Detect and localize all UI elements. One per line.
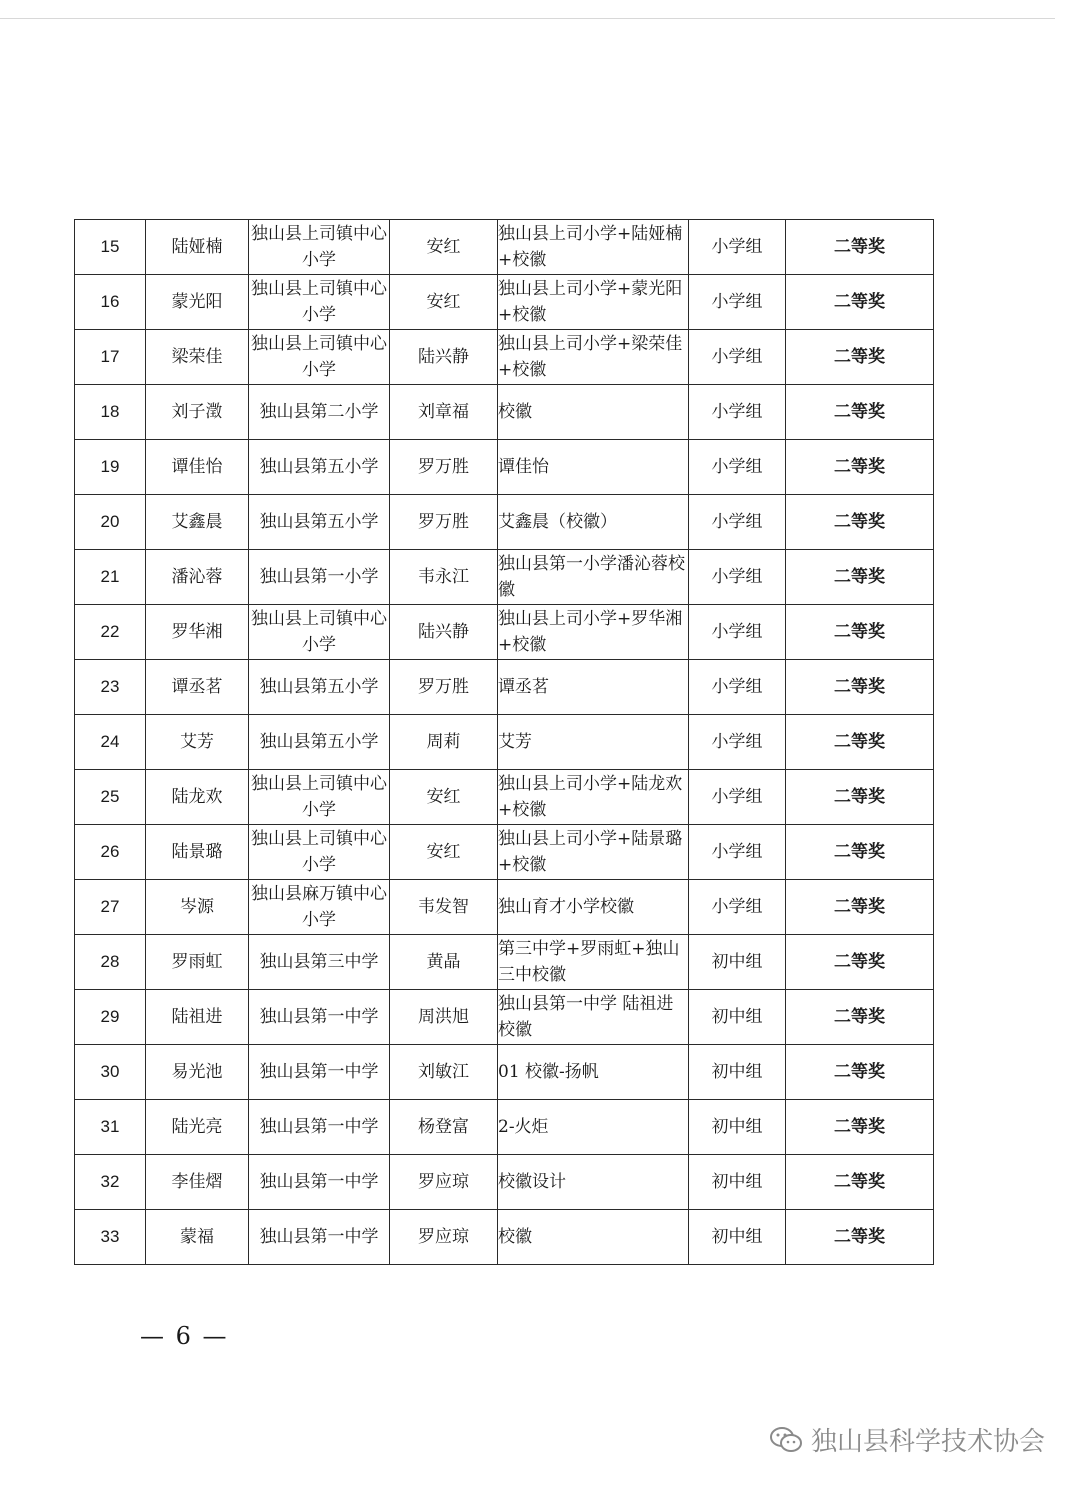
student-name-cell: 罗雨虹 <box>146 935 249 990</box>
award-level-cell: 二等奖 <box>786 385 934 440</box>
work-title-cell: 独山县上司小学+蒙光阳+校徽 <box>498 275 689 330</box>
work-title-cell: 独山育才小学校徽 <box>498 880 689 935</box>
group-name-cell: 初中组 <box>689 1210 786 1265</box>
table-row <box>75 715 934 770</box>
work-title-cell: 独山县上司小学+陆景璐+校徽 <box>498 825 689 880</box>
award-table <box>74 219 934 1265</box>
row-number-cell: 19 <box>75 440 146 495</box>
student-name-cell: 潘沁蓉 <box>146 550 249 605</box>
row-number-cell: 20 <box>75 495 146 550</box>
teacher-name-cell: 杨登富 <box>390 1100 498 1155</box>
award-level-cell: 二等奖 <box>786 990 934 1045</box>
teacher-name-cell: 韦发智 <box>390 880 498 935</box>
row-number-cell: 18 <box>75 385 146 440</box>
student-name-cell: 谭佳怡 <box>146 440 249 495</box>
award-level-cell: 二等奖 <box>786 825 934 880</box>
work-title-cell: 独山县上司小学+陆龙欢+校徽 <box>498 770 689 825</box>
teacher-name-cell: 周莉 <box>390 715 498 770</box>
row-number-cell: 23 <box>75 660 146 715</box>
table-row <box>75 1045 934 1100</box>
teacher-name-cell: 罗应琼 <box>390 1210 498 1265</box>
page-number: — 6 — <box>140 1322 229 1350</box>
award-level-cell: 二等奖 <box>786 660 934 715</box>
group-name-cell: 初中组 <box>689 1155 786 1210</box>
award-level-cell: 二等奖 <box>786 495 934 550</box>
table-row <box>75 935 934 990</box>
work-title-cell: 01 校徽-扬帆 <box>498 1045 689 1100</box>
school-name-cell: 独山县第三中学 <box>249 935 390 990</box>
group-name-cell: 小学组 <box>689 880 786 935</box>
award-level-cell: 二等奖 <box>786 330 934 385</box>
row-number-cell: 26 <box>75 825 146 880</box>
group-name-cell: 初中组 <box>689 990 786 1045</box>
award-level-cell: 二等奖 <box>786 1100 934 1155</box>
row-number-cell: 33 <box>75 1210 146 1265</box>
row-number-cell: 24 <box>75 715 146 770</box>
student-name-cell: 陆光亮 <box>146 1100 249 1155</box>
school-name-cell: 独山县上司镇中心小学 <box>249 825 390 880</box>
work-title-cell: 校徽 <box>498 385 689 440</box>
scan-edge-line <box>0 18 1055 19</box>
work-title-cell: 独山县上司小学+罗华湘+校徽 <box>498 605 689 660</box>
teacher-name-cell: 罗应琼 <box>390 1155 498 1210</box>
work-title-cell: 校徽 <box>498 1210 689 1265</box>
teacher-name-cell: 黄晶 <box>390 935 498 990</box>
school-name-cell: 独山县第一中学 <box>249 1210 390 1265</box>
teacher-name-cell: 刘敏江 <box>390 1045 498 1100</box>
school-name-cell: 独山县第一中学 <box>249 1045 390 1100</box>
work-title-cell: 校徽设计 <box>498 1155 689 1210</box>
school-name-cell: 独山县麻万镇中心小学 <box>249 880 390 935</box>
work-title-cell: 2-火炬 <box>498 1100 689 1155</box>
student-name-cell: 岑源 <box>146 880 249 935</box>
group-name-cell: 初中组 <box>689 1045 786 1100</box>
student-name-cell: 陆祖进 <box>146 990 249 1045</box>
row-number-cell: 29 <box>75 990 146 1045</box>
work-title-cell: 谭佳怡 <box>498 440 689 495</box>
award-level-cell: 二等奖 <box>786 935 934 990</box>
teacher-name-cell: 周洪旭 <box>390 990 498 1045</box>
teacher-name-cell: 陆兴静 <box>390 330 498 385</box>
row-number-cell: 28 <box>75 935 146 990</box>
student-name-cell: 罗华湘 <box>146 605 249 660</box>
group-name-cell: 初中组 <box>689 1100 786 1155</box>
group-name-cell: 小学组 <box>689 330 786 385</box>
table-row <box>75 1155 934 1210</box>
award-level-cell: 二等奖 <box>786 605 934 660</box>
group-name-cell: 小学组 <box>689 220 786 275</box>
student-name-cell: 谭丞茗 <box>146 660 249 715</box>
teacher-name-cell: 安红 <box>390 770 498 825</box>
table-row <box>75 275 934 330</box>
student-name-cell: 蒙光阳 <box>146 275 249 330</box>
work-title-cell: 谭丞茗 <box>498 660 689 715</box>
school-name-cell: 独山县第一中学 <box>249 1155 390 1210</box>
school-name-cell: 独山县上司镇中心小学 <box>249 330 390 385</box>
row-number-cell: 25 <box>75 770 146 825</box>
student-name-cell: 艾鑫晨 <box>146 495 249 550</box>
teacher-name-cell: 刘章福 <box>390 385 498 440</box>
student-name-cell: 易光池 <box>146 1045 249 1100</box>
student-name-cell: 梁荣佳 <box>146 330 249 385</box>
row-number-cell: 16 <box>75 275 146 330</box>
work-title-cell: 艾芳 <box>498 715 689 770</box>
teacher-name-cell: 安红 <box>390 825 498 880</box>
work-title-cell: 艾鑫晨（校徽） <box>498 495 689 550</box>
school-name-cell: 独山县上司镇中心小学 <box>249 605 390 660</box>
school-name-cell: 独山县上司镇中心小学 <box>249 275 390 330</box>
teacher-name-cell: 安红 <box>390 275 498 330</box>
group-name-cell: 小学组 <box>689 440 786 495</box>
row-number-cell: 30 <box>75 1045 146 1100</box>
award-level-cell: 二等奖 <box>786 1155 934 1210</box>
award-level-cell: 二等奖 <box>786 440 934 495</box>
teacher-name-cell: 罗万胜 <box>390 440 498 495</box>
row-number-cell: 22 <box>75 605 146 660</box>
student-name-cell: 刘子澂 <box>146 385 249 440</box>
award-level-cell: 二等奖 <box>786 715 934 770</box>
group-name-cell: 小学组 <box>689 605 786 660</box>
award-level-cell: 二等奖 <box>786 220 934 275</box>
school-name-cell: 独山县第一中学 <box>249 1100 390 1155</box>
work-title-cell: 独山县第一中学 陆祖进 校徽 <box>498 990 689 1045</box>
teacher-name-cell: 罗万胜 <box>390 495 498 550</box>
group-name-cell: 小学组 <box>689 715 786 770</box>
row-number-cell: 31 <box>75 1100 146 1155</box>
school-name-cell: 独山县第五小学 <box>249 715 390 770</box>
table-row <box>75 825 934 880</box>
school-name-cell: 独山县第一小学 <box>249 550 390 605</box>
school-name-cell: 独山县第一中学 <box>249 990 390 1045</box>
wechat-icon <box>769 1425 803 1455</box>
work-title-cell: 独山县第一小学潘沁蓉校徽 <box>498 550 689 605</box>
row-number-cell: 27 <box>75 880 146 935</box>
row-number-cell: 17 <box>75 330 146 385</box>
work-title-cell: 第三中学+罗雨虹+独山三中校徽 <box>498 935 689 990</box>
group-name-cell: 小学组 <box>689 550 786 605</box>
student-name-cell: 陆龙欢 <box>146 770 249 825</box>
school-name-cell: 独山县上司镇中心小学 <box>249 220 390 275</box>
row-number-cell: 32 <box>75 1155 146 1210</box>
work-title-cell: 独山县上司小学+陆娅楠+校徽 <box>498 220 689 275</box>
school-name-cell: 独山县上司镇中心小学 <box>249 770 390 825</box>
table-row <box>75 990 934 1045</box>
teacher-name-cell: 陆兴静 <box>390 605 498 660</box>
table-row <box>75 550 934 605</box>
watermark-text: 独山县科学技术协会 <box>810 1427 1045 1457</box>
school-name-cell: 独山县第五小学 <box>249 495 390 550</box>
group-name-cell: 小学组 <box>689 660 786 715</box>
group-name-cell: 小学组 <box>689 275 786 330</box>
award-level-cell: 二等奖 <box>786 1210 934 1265</box>
group-name-cell: 小学组 <box>689 770 786 825</box>
table-row <box>75 1100 934 1155</box>
group-name-cell: 小学组 <box>689 495 786 550</box>
award-table-body <box>75 220 934 1265</box>
award-level-cell: 二等奖 <box>786 880 934 935</box>
award-level-cell: 二等奖 <box>786 550 934 605</box>
table-row <box>75 385 934 440</box>
table-row <box>75 880 934 935</box>
table-row <box>75 1210 934 1265</box>
table-row <box>75 770 934 825</box>
group-name-cell: 小学组 <box>689 825 786 880</box>
school-name-cell: 独山县第五小学 <box>249 440 390 495</box>
student-name-cell: 艾芳 <box>146 715 249 770</box>
table-row <box>75 660 934 715</box>
table-row <box>75 330 934 385</box>
teacher-name-cell: 安红 <box>390 220 498 275</box>
work-title-cell: 独山县上司小学+梁荣佳+校徽 <box>498 330 689 385</box>
award-level-cell: 二等奖 <box>786 770 934 825</box>
table-row <box>75 605 934 660</box>
teacher-name-cell: 韦永江 <box>390 550 498 605</box>
award-level-cell: 二等奖 <box>786 275 934 330</box>
table-row <box>75 440 934 495</box>
student-name-cell: 李佳熠 <box>146 1155 249 1210</box>
teacher-name-cell: 罗万胜 <box>390 660 498 715</box>
school-name-cell: 独山县第五小学 <box>249 660 390 715</box>
student-name-cell: 陆景璐 <box>146 825 249 880</box>
student-name-cell: 蒙福 <box>146 1210 249 1265</box>
group-name-cell: 初中组 <box>689 935 786 990</box>
student-name-cell: 陆娅楠 <box>146 220 249 275</box>
row-number-cell: 21 <box>75 550 146 605</box>
group-name-cell: 小学组 <box>689 385 786 440</box>
table-row <box>75 495 934 550</box>
account-watermark <box>769 1421 1045 1458</box>
row-number-cell: 15 <box>75 220 146 275</box>
award-level-cell: 二等奖 <box>786 1045 934 1100</box>
school-name-cell: 独山县第二小学 <box>249 385 390 440</box>
table-row <box>75 220 934 275</box>
